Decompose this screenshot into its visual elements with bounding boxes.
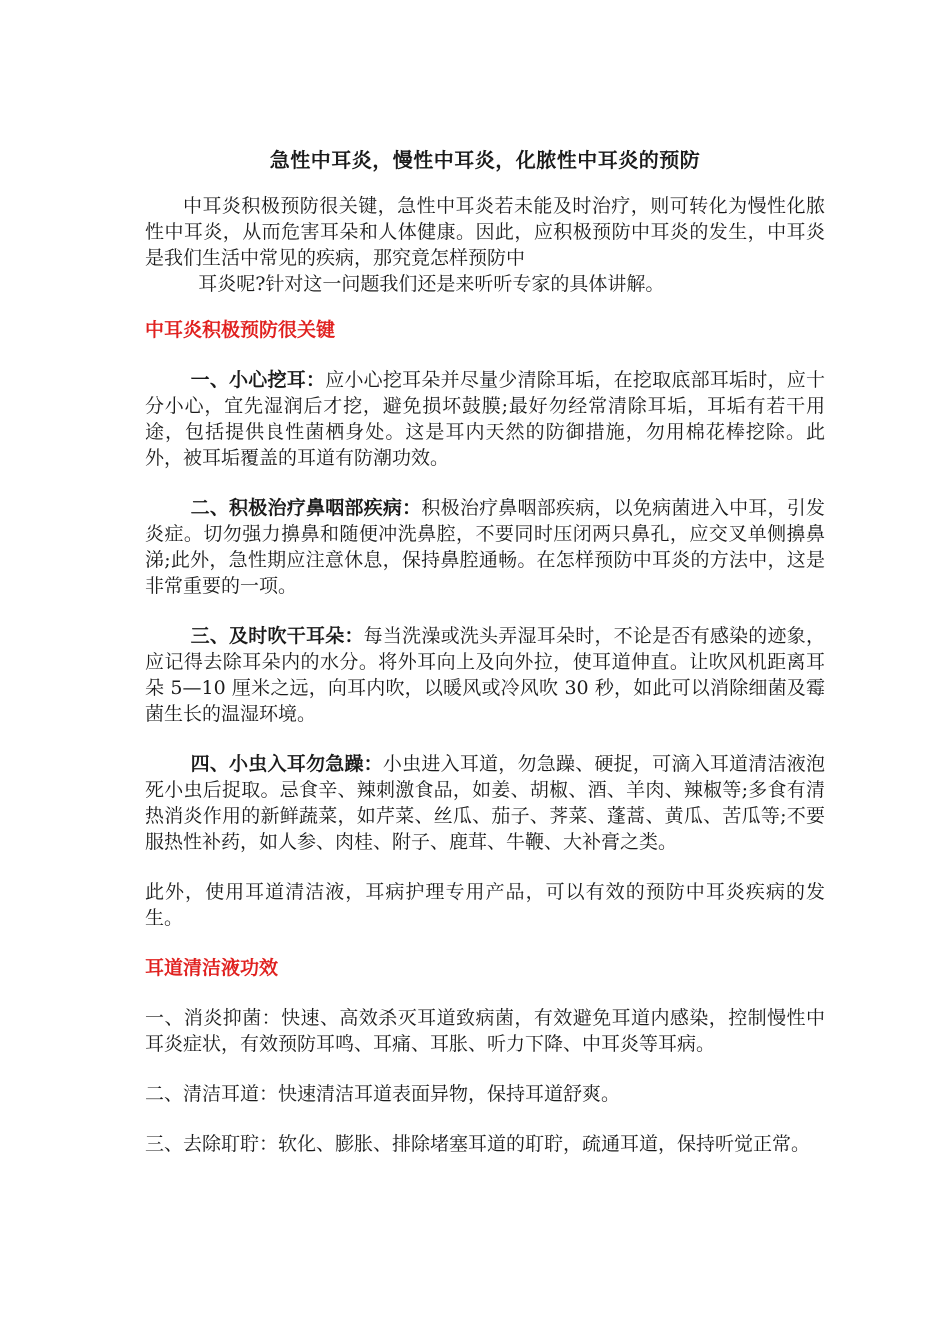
efficacy-item: 二、清洁耳道：快速清洁耳道表面异物，保持耳道舒爽。 [145,1083,621,1105]
closing-paragraph: 此外，使用耳道清洁液，耳病护理专用产品，可以有效的预防中耳炎疾病的发生。 [145,881,825,929]
prevention-item-text: 小虫进入耳道，勿急躁、硬捉，可滴入耳道清洁液泡死小虫后捉取。忌食辛、辣刺激食品，如姜、胡椒、酒、羊肉、辣椒等;多食有清热消炎作用的新鲜蔬菜，如芹菜、丝瓜、茄子、荠菜、蓬蒿、黄瓜、苦瓜等;不要服热性补药，如人参、肉桂、附子、鹿茸、牛鞭、大补膏之类。 [145,753,825,853]
intro-paragraph-last-line: 耳炎呢?针对这一问题我们还是来听听专家的具体讲解。 [198,273,665,295]
prevention-item [145,751,825,855]
document-title: 急性中耳炎，慢性中耳炎，化脓性中耳炎的预防 [269,148,701,172]
prevention-item [145,367,825,471]
prevention-item [145,623,825,727]
intro-paragraph: 中耳炎积极预防很关键，急性中耳炎若未能及时治疗，则可转化为慢性化脓性中耳炎，从而危害耳朵和人体健康。因此，应积极预防中耳炎的发生，中耳炎是我们生活中常见的疾病，那究竟怎样预防中 [145,195,825,269]
prevention-item-text: 应小心挖耳朵并尽量少清除耳垢，在挖取底部耳垢时，应十分小心，宜先湿润后才挖，避免损坏鼓膜;最好勿经常清除耳垢，耳垢有若干用途，包括提供良性菌栖身处。这是耳内天然的防御措施，勿用棉花棒挖除。此外，被耳垢覆盖的耳道有防潮功效。 [145,369,825,469]
prevention-item-label: 三、及时吹干耳朵： [190,625,364,647]
efficacy-item: 三、去除耵聍：软化、膨胀、排除堵塞耳道的耵聍，疏通耳道，保持听觉正常。 [145,1133,811,1155]
section-heading-efficacy: 耳道清洁液功效 [145,957,279,979]
section-heading-prevention: 中耳炎积极预防很关键 [145,319,336,341]
prevention-item [145,495,825,599]
prevention-item-label: 四、小虫入耳勿急躁： [190,753,383,775]
document-page [145,145,825,1181]
efficacy-item: 一、消炎抑菌：快速、高效杀灭耳道致病菌，有效避免耳道内感染，控制慢性中耳炎症状，有效预防耳鸣、耳痛、耳胀、听力下降、中耳炎等耳病。 [145,1007,825,1055]
prevention-item-text: 每当洗澡或洗头弄湿耳朵时，不论是否有感染的迹象，应记得去除耳朵内的水分。将外耳向上及向外拉，使耳道伸直。让吹风机距离耳朵 5—10 厘米之远，向耳内吹，以暖风或冷风吹 30 秒，如此可以消除细菌及霉菌生长的温湿环境。 [145,625,825,725]
prevention-item-label: 二、积极治疗鼻咽部疾病： [190,497,422,519]
prevention-item-label: 一、小心挖耳： [190,369,326,391]
prevention-item-text: 积极治疗鼻咽部疾病，以免病菌进入中耳，引发炎症。切勿强力擤鼻和随便冲洗鼻腔，不要同时压闭两只鼻孔，应交叉单侧擤鼻涕;此外，急性期应注意休息，保持鼻腔通畅。在怎样预防中耳炎的方法中，这是非常重要的一项。 [145,497,825,597]
